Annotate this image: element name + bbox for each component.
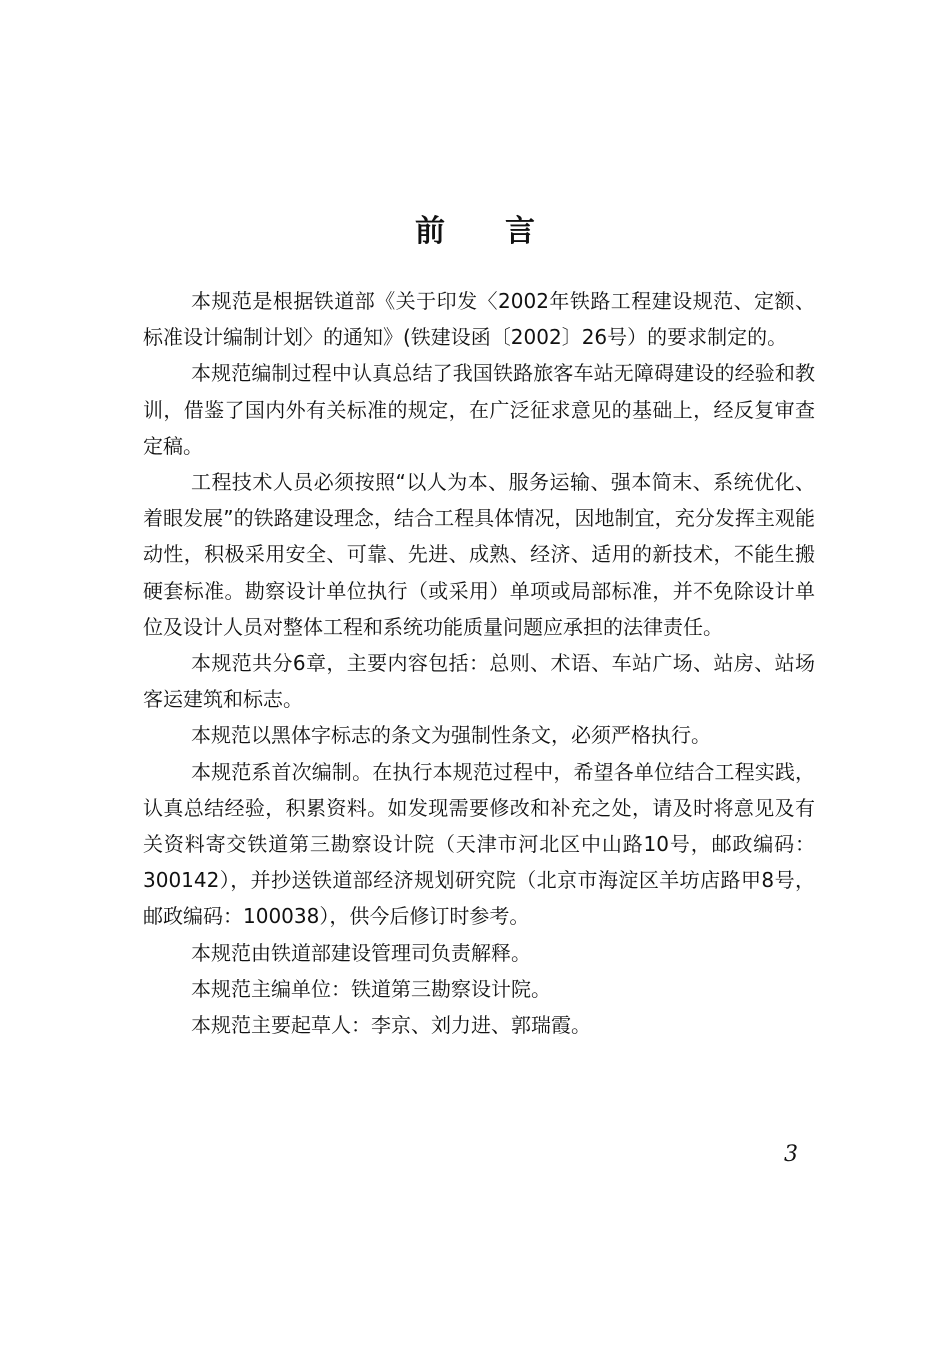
preface-body xyxy=(143,283,815,1043)
paragraph-chapters: 本规范共分6章，主要内容包括：总则、术语、车站广场、站房、站场客运建筑和标志。 xyxy=(143,651,815,712)
paragraph-compilation: 本规范编制过程中认真总结了我国铁路旅客车站无障碍建设的经验和教训，借鉴了国内外有关标准的规定，在广泛征求意见的基础上，经反复审查定稿。 xyxy=(143,361,815,458)
paragraph-drafters: 本规范主要起草人：李京、刘力进、郭瑞霞。 xyxy=(191,1013,591,1038)
paragraph-basis: 本规范是根据铁道部《关于印发〈2002年铁路工程建设规范、定额、标准设计编制计划〉的通知》(铁建设函〔2002〕26号）的要求制定的。 xyxy=(143,289,815,350)
page-number: 3 xyxy=(784,1142,798,1167)
paragraph-chief-editor: 本规范主编单位：铁道第三勘察设计院。 xyxy=(191,976,551,1001)
page-title: 前言 xyxy=(415,214,595,249)
paragraph-feedback: 本规范系首次编制。在执行本规范过程中，希望各单位结合工程实践，认真总结经验，积累资料。如发现需要修改和补充之处，请及时将意见及有关资料寄交铁道第三勘察设计院（天津市河北区中山路10号，邮政编码：300142），并抄送铁道部经济规划研究院（北京市海淀区羊坊店路甲8号，邮政编码：100038），供今后修订时参考。 xyxy=(143,759,815,929)
paragraph-interpretation: 本规范由铁道部建设管理司负责解释。 xyxy=(191,940,531,965)
paragraph-engineering-principles: 工程技术人员必须按照“以人为本、服务运输、强本简末、系统优化、着眼发展”的铁路建设理念，结合工程具体情况，因地制宜，充分发挥主观能动性，积极采用安全、可靠、先进、成熟、经济、适用的新技术，不能生搬硬套标准。勘察设计单位执行（或采用）单项或局部标准，并不免除设计单位及设计人员对整体工程和系统功能质量问题应承担的法律责任。 xyxy=(143,470,815,639)
paragraph-mandatory-clauses: 本规范以黑体字标志的条文为强制性条文，必须严格执行。 xyxy=(191,723,711,748)
